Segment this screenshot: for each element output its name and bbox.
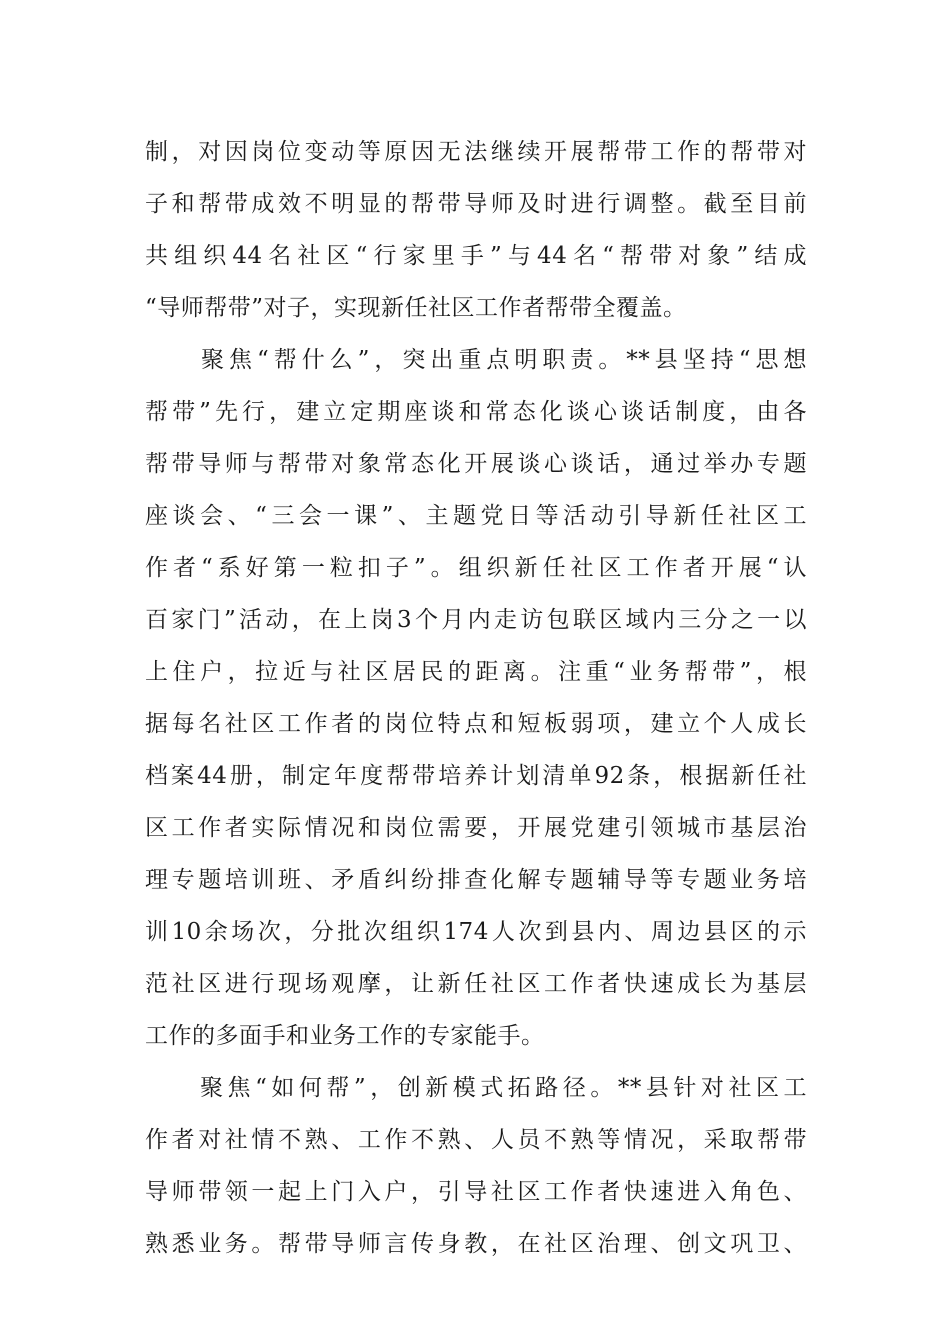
paragraph-1 bbox=[145, 126, 807, 334]
text-line: 制，对因岗位变动等原因无法继续开展帮带工作的帮带对 bbox=[145, 139, 807, 165]
text-line: 子和帮带成效不明显的帮带导师及时进行调整。截至目前 bbox=[145, 191, 807, 217]
text-line: “导师帮带”对子，实现新任社区工作者帮带全覆盖。 bbox=[145, 295, 687, 321]
text-line: 帮带”先行，建立定期座谈和常态化谈心谈话制度，由各 bbox=[145, 399, 807, 425]
document-body bbox=[145, 126, 807, 1270]
text-line: 百家门”活动，在上岗3个月内走访包联区域内三分之一以 bbox=[145, 607, 807, 633]
text-line: 区工作者实际情况和岗位需要，开展党建引领城市基层治 bbox=[145, 815, 807, 841]
text-line: 导师带领一起上门入户，引导社区工作者快速进入角色、 bbox=[145, 1179, 807, 1205]
text-line: 熟悉业务。帮带导师言传身教，在社区治理、创文巩卫、 bbox=[145, 1231, 807, 1257]
text-line: 档案44册，制定年度帮带培养计划清单92条，根据新任社 bbox=[145, 763, 807, 789]
text-line: 作者“系好第一粒扣子”。组织新任社区工作者开展“认 bbox=[145, 555, 807, 581]
text-line: 上住户，拉近与社区居民的距离。注重“业务帮带”，根 bbox=[145, 659, 807, 685]
text-line: 作者对社情不熟、工作不熟、人员不熟等情况，采取帮带 bbox=[145, 1127, 807, 1153]
text-line: 范社区进行现场观摩，让新任社区工作者快速成长为基层 bbox=[145, 971, 807, 997]
text-line: 工作的多面手和业务工作的专家能手。 bbox=[145, 1023, 545, 1049]
text-line: 聚焦“如何帮”，创新模式拓路径。**县针对社区工 bbox=[145, 1075, 807, 1101]
paragraph-2 bbox=[145, 334, 807, 1062]
text-line: 帮带导师与帮带对象常态化开展谈心谈话，通过举办专题 bbox=[145, 451, 807, 477]
text-line: 座谈会、“三会一课”、主题党日等活动引导新任社区工 bbox=[145, 503, 807, 529]
text-line: 共组织44名社区“行家里手”与44名“帮带对象”结成 bbox=[145, 243, 807, 269]
text-line: 据每名社区工作者的岗位特点和短板弱项，建立个人成长 bbox=[145, 711, 807, 737]
text-line: 训10余场次，分批次组织174人次到县内、周边县区的示 bbox=[145, 919, 807, 945]
text-line: 聚焦“帮什么”，突出重点明职责。**县坚持“思想 bbox=[145, 347, 807, 373]
paragraph-3 bbox=[145, 1062, 807, 1270]
text-line: 理专题培训班、矛盾纠纷排查化解专题辅导等专题业务培 bbox=[145, 867, 807, 893]
